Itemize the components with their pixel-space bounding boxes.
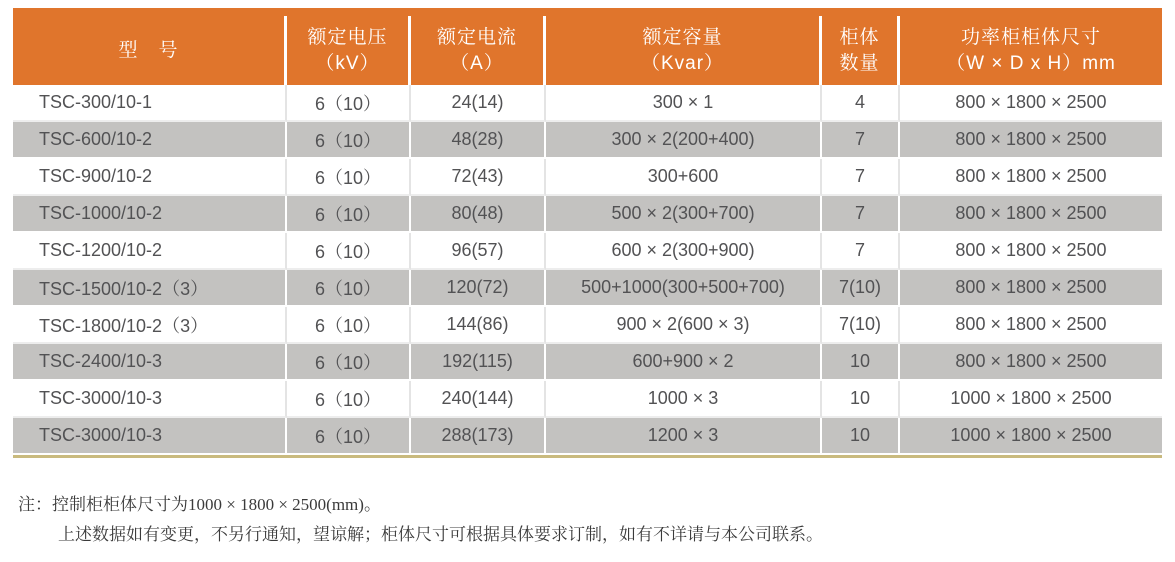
table-cell: 300 × 1 (546, 85, 822, 122)
col-header-rated-voltage (287, 16, 411, 85)
table-header (13, 16, 1162, 85)
table-cell: 600+900 × 2 (546, 344, 822, 381)
table-cell: 1000 × 1800 × 2500 (900, 418, 1162, 455)
table-cell: 6（10） (287, 85, 411, 122)
table-row (13, 418, 1162, 455)
table-cell: 6（10） (287, 344, 411, 381)
table-row (13, 159, 1162, 196)
table-cell: 6（10） (287, 418, 411, 455)
table-cell: 800 × 1800 × 2500 (900, 270, 1162, 307)
col-header-cabinet-size (900, 16, 1162, 85)
footnote-line-2: 上述数据如有变更，不另行通知，望谅解；柜体尺寸可根据具体要求订制，如有不详请与本公司联系。 (58, 525, 823, 544)
table-cell: 4 (822, 85, 900, 122)
col-header-rated-voltage-unit: （kV） (315, 52, 380, 74)
table-cell: 96(57) (411, 233, 546, 270)
table-cell: 72(43) (411, 159, 546, 196)
table-cell: TSC-1500/10-2（3） (13, 270, 287, 307)
table-cell: 300 × 2(200+400) (546, 122, 822, 159)
table-cell: TSC-900/10-2 (13, 159, 287, 196)
table-cell: 48(28) (411, 122, 546, 159)
table-cell: 120(72) (411, 270, 546, 307)
table-cell: 7 (822, 233, 900, 270)
footnotes (18, 490, 1158, 550)
table-cell: 10 (822, 381, 900, 418)
table-cell: 24(14) (411, 85, 546, 122)
table-cell: 300+600 (546, 159, 822, 196)
footnote-line-1: 注：控制柜柜体尺寸为1000 × 1800 × 2500(mm)。 (18, 495, 381, 514)
col-header-cabinet-count-label2: 数量 (839, 52, 880, 74)
table-row (13, 85, 1162, 122)
table-row (13, 122, 1162, 159)
table-cell: TSC-1800/10-2（3） (13, 307, 287, 344)
table-top-band (13, 8, 1162, 16)
table-row (13, 344, 1162, 381)
table-row (13, 196, 1162, 233)
table-cell: 6（10） (287, 122, 411, 159)
col-header-rated-current-label: 额定电流 (436, 26, 517, 48)
header-row (13, 16, 1162, 85)
col-header-rated-current-unit: （A） (450, 52, 504, 74)
col-header-model (13, 16, 287, 85)
table-body (13, 85, 1162, 455)
table-cell: 800 × 1800 × 2500 (900, 196, 1162, 233)
table-cell: 900 × 2(600 × 3) (546, 307, 822, 344)
table-cell: 600 × 2(300+900) (546, 233, 822, 270)
table-row (13, 270, 1162, 307)
table-cell: TSC-3000/10-3 (13, 418, 287, 455)
spec-table (13, 8, 1162, 458)
table-cell: TSC-3000/10-3 (13, 381, 287, 418)
table-cell: 800 × 1800 × 2500 (900, 307, 1162, 344)
col-header-rated-capacity-label: 额定容量 (642, 26, 723, 48)
col-header-rated-capacity (546, 16, 822, 85)
table-cell: 800 × 1800 × 2500 (900, 122, 1162, 159)
table-cell: 500 × 2(300+700) (546, 196, 822, 233)
table-cell: 6（10） (287, 159, 411, 196)
table-cell: TSC-600/10-2 (13, 122, 287, 159)
col-header-cabinet-size-label: 功率柜柜体尺寸 (960, 26, 1101, 48)
table-cell: 144(86) (411, 307, 546, 344)
table-cell: 7 (822, 122, 900, 159)
col-header-model-label: 型 号 (118, 39, 179, 61)
table-cell: TSC-1000/10-2 (13, 196, 287, 233)
table-bottom-accent-line (13, 455, 1162, 458)
table-cell: 7 (822, 159, 900, 196)
table-cell: 192(115) (411, 344, 546, 381)
table-cell: 7(10) (822, 270, 900, 307)
col-header-rated-voltage-label: 额定电压 (307, 26, 388, 48)
table-cell: 80(48) (411, 196, 546, 233)
table-cell: 800 × 1800 × 2500 (900, 344, 1162, 381)
table-row (13, 381, 1162, 418)
table-cell: 800 × 1800 × 2500 (900, 159, 1162, 196)
table-row (13, 307, 1162, 344)
col-header-cabinet-count (822, 16, 900, 85)
table-cell: 6（10） (287, 196, 411, 233)
col-header-rated-capacity-unit: （Kvar） (640, 52, 725, 74)
table-cell: 800 × 1800 × 2500 (900, 85, 1162, 122)
table-cell: TSC-2400/10-3 (13, 344, 287, 381)
table-cell: 1000 × 1800 × 2500 (900, 381, 1162, 418)
table-cell: 10 (822, 418, 900, 455)
table-cell: 240(144) (411, 381, 546, 418)
table-cell: TSC-1200/10-2 (13, 233, 287, 270)
table-cell: 500+1000(300+500+700) (546, 270, 822, 307)
table-cell: 7(10) (822, 307, 900, 344)
col-header-cabinet-count-label: 柜体 (839, 26, 880, 48)
table-cell: 6（10） (287, 307, 411, 344)
table-row (13, 233, 1162, 270)
col-header-rated-current (411, 16, 546, 85)
table-cell: 800 × 1800 × 2500 (900, 233, 1162, 270)
capacitor-spec-table (13, 16, 1162, 455)
table-cell: 6（10） (287, 270, 411, 307)
table-cell: 1000 × 3 (546, 381, 822, 418)
table-cell: 288(173) (411, 418, 546, 455)
table-cell: 6（10） (287, 233, 411, 270)
table-cell: 10 (822, 344, 900, 381)
table-cell: 6（10） (287, 381, 411, 418)
table-cell: TSC-300/10-1 (13, 85, 287, 122)
table-cell: 7 (822, 196, 900, 233)
table-cell: 1200 × 3 (546, 418, 822, 455)
col-header-cabinet-size-unit: （W × D x H）mm (946, 52, 1116, 74)
